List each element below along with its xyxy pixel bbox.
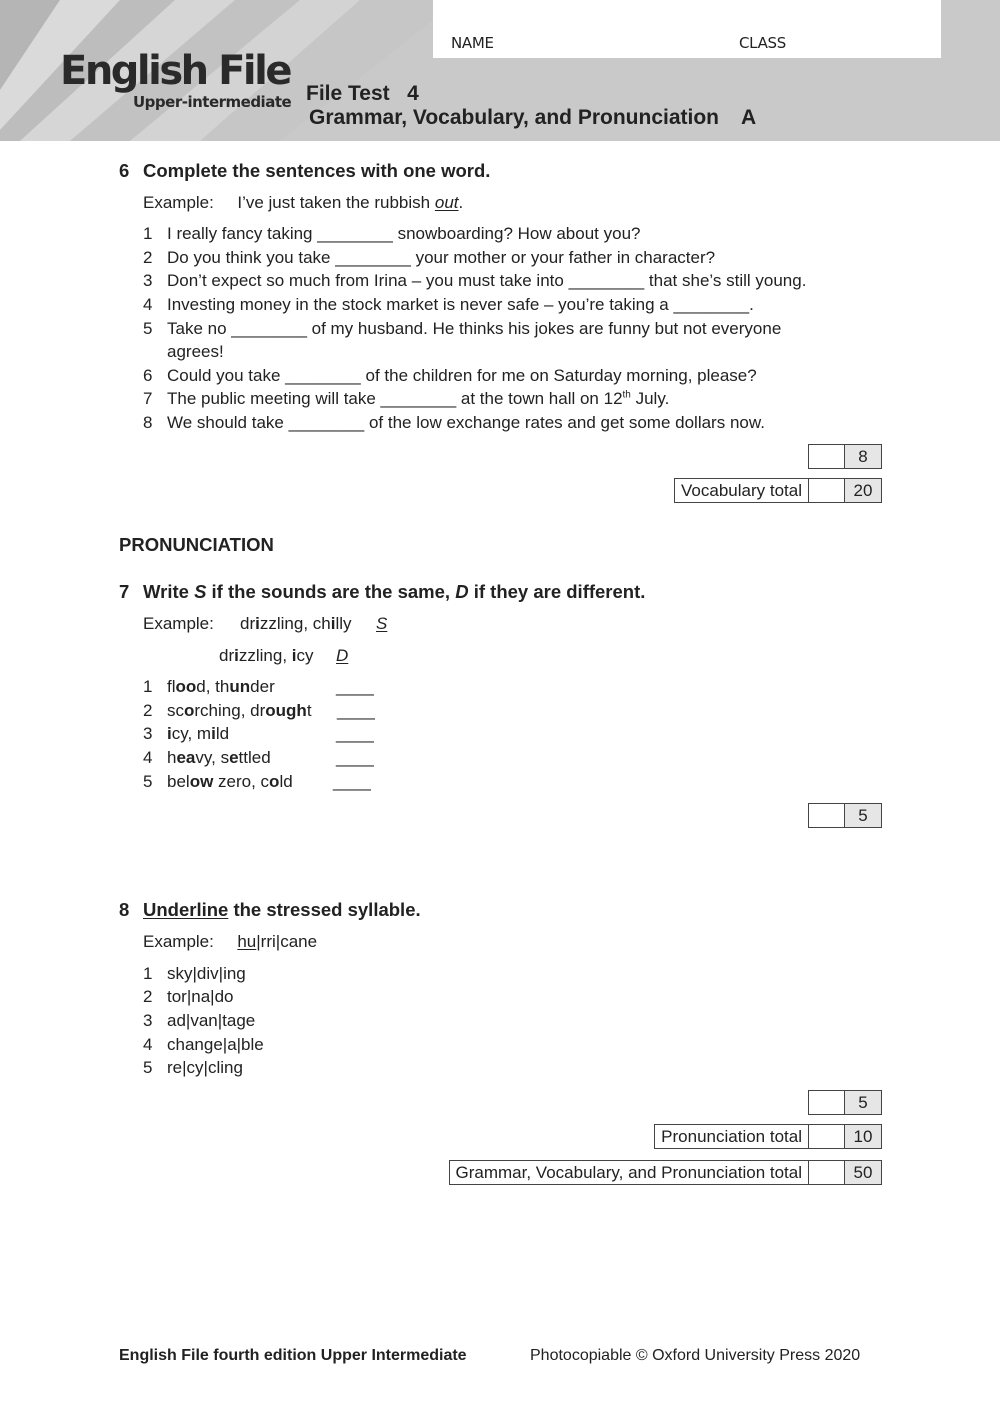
syllable-word[interactable]: ad|van|tage	[167, 1011, 256, 1030]
item-number: 5	[143, 1058, 153, 1077]
section7-heading	[143, 581, 645, 603]
heading-part: if the sounds are the same,	[206, 581, 456, 602]
highlighted-sound: i	[211, 724, 216, 743]
item-sentence: Do you think you take ________ your mother or your father in character?	[167, 248, 716, 267]
footer-edition: English File fourth edition Upper Intermediate	[119, 1347, 467, 1364]
example-text: I’ve just taken the rubbish	[237, 193, 435, 212]
word-fragment: sc	[167, 701, 184, 720]
highlighted-sound: ea	[176, 748, 196, 767]
example-pair	[219, 646, 314, 666]
name-label: NAME	[451, 34, 494, 52]
heading-underlined: Underline	[143, 899, 229, 920]
pronunciation-total-blank[interactable]	[808, 1124, 844, 1149]
item-number: 2	[143, 987, 153, 1006]
word-fragment: fl	[167, 677, 176, 696]
item-text	[167, 224, 641, 244]
section8-score-box	[808, 1090, 882, 1115]
item-number: 2	[143, 701, 153, 720]
grand-total-blank[interactable]	[808, 1160, 844, 1185]
item-number: 3	[143, 271, 153, 290]
score-blank[interactable]	[808, 803, 844, 828]
vocabulary-total-box	[674, 478, 882, 503]
syllable-word[interactable]: re|cy|cling	[167, 1058, 243, 1077]
section7-example-label: Example:	[143, 614, 214, 633]
example-answer	[376, 614, 387, 634]
word-fragment: dr	[219, 646, 235, 665]
item-words	[167, 772, 293, 792]
section8-score: 5	[844, 1090, 882, 1115]
heading-part-s: S	[194, 581, 207, 602]
item-number: 5	[143, 319, 153, 338]
pronunciation-total-box	[654, 1124, 882, 1149]
item-text	[167, 319, 781, 339]
vocabulary-total-value: 20	[844, 478, 882, 503]
answer-blank[interactable]: ____	[337, 701, 375, 720]
word-fragment: ld	[279, 772, 293, 791]
item-text	[167, 248, 715, 268]
heading-part: Write	[143, 581, 195, 602]
item-words	[167, 701, 312, 721]
item-number: 1	[143, 224, 153, 243]
item-superscript: th	[622, 389, 631, 401]
word-fragment: zero, c	[213, 772, 270, 791]
answer-blank[interactable]: ____	[336, 748, 374, 767]
item-text	[167, 413, 765, 433]
item-sentence: Investing money in the stock market is never safe – you’re taking a ________.	[167, 295, 754, 314]
score-blank[interactable]	[808, 444, 844, 469]
word-fragment: zzling, ch	[259, 614, 331, 633]
page-header	[0, 0, 1000, 141]
pronunciation-heading: PRONUNCIATION	[119, 534, 274, 555]
section6-example	[143, 193, 463, 213]
example-answer	[336, 646, 348, 666]
item-words	[167, 677, 275, 697]
grand-total-box	[449, 1160, 882, 1185]
word-fragment: bel	[167, 772, 190, 791]
word-fragment: der	[250, 677, 275, 696]
highlighted-sound: i	[255, 614, 260, 633]
test-version: A	[741, 106, 757, 129]
answer-blank[interactable]: ____	[336, 677, 374, 696]
class-label: CLASS	[739, 34, 786, 52]
highlighted-sound: ow	[189, 772, 214, 791]
highlighted-sound: i	[167, 724, 172, 743]
syllable-word[interactable]: change|a|ble	[167, 1035, 264, 1054]
test-subtitle-text: Grammar, Vocabulary, and Pronunciation	[309, 106, 719, 129]
heading-part-d: D	[455, 581, 469, 602]
word-fragment: lly	[335, 614, 352, 633]
item-text	[167, 295, 754, 315]
item-sentence: The public meeting will take ________ at the town hall on 12	[167, 389, 623, 408]
test-subtitle	[309, 106, 756, 130]
example-rest: |rri|cane	[256, 932, 318, 951]
section8-example	[143, 932, 317, 952]
section6-score: 8	[844, 444, 882, 469]
highlighted-sound: i	[234, 646, 239, 665]
syllable-word[interactable]: sky|div|ing	[167, 964, 246, 983]
example-answer-letter: D	[336, 646, 349, 665]
grand-total-value: 50	[844, 1160, 882, 1185]
item-number: 3	[143, 1011, 153, 1030]
item-sentence: We should take ________ of the low exchange rates and get some dollars now.	[167, 413, 765, 432]
highlighted-sound: ough	[265, 701, 307, 720]
example-answer-letter: S	[376, 614, 388, 633]
score-blank[interactable]	[808, 1090, 844, 1115]
item-words	[167, 748, 271, 768]
section6-number: 6	[119, 160, 130, 181]
section7-number: 7	[119, 581, 130, 602]
highlighted-sound: i	[291, 646, 297, 665]
section8-heading	[143, 899, 421, 921]
word-fragment: rching, dr	[194, 701, 266, 720]
section7-score-box	[808, 803, 882, 828]
example-label: Example:	[143, 193, 214, 212]
item-sentence: Could you take ________ of the children for me on Saturday morning, please?	[167, 366, 757, 385]
pronunciation-total-value: 10	[844, 1124, 882, 1149]
vocabulary-total-label: Vocabulary total	[674, 478, 808, 503]
item-sentence: Take no ________ of my husband. He thinks his jokes are funny but not everyone	[167, 319, 782, 338]
item-continuation: agrees!	[167, 342, 224, 361]
name-class-box	[433, 0, 941, 58]
highlighted-sound: o	[269, 772, 280, 791]
highlighted-sound: un	[229, 677, 251, 696]
word-fragment: ld	[215, 724, 230, 743]
heading-part: if they are different.	[468, 581, 646, 602]
word-fragment: dr	[240, 614, 256, 633]
highlighted-sound: i	[330, 614, 336, 633]
highlighted-sound: e	[229, 748, 239, 767]
item-text	[167, 389, 669, 409]
brand-level: Upper-intermediate	[133, 93, 292, 111]
footer-copyright: Photocopiable © Oxford University Press 2020	[530, 1347, 861, 1364]
test-title: File Test 4	[306, 82, 419, 105]
example-pair	[240, 614, 352, 634]
word-fragment: d, th	[196, 677, 230, 696]
word-fragment: zzling,	[238, 646, 292, 665]
section6-score-box	[808, 444, 882, 469]
syllable-word[interactable]: tor|na|do	[167, 987, 234, 1006]
vocabulary-total-blank[interactable]	[808, 478, 844, 503]
heading-rest: the stressed syllable.	[228, 899, 421, 920]
highlighted-sound: o	[184, 701, 195, 720]
example-label: Example:	[143, 932, 214, 951]
item-words	[167, 724, 229, 744]
section6-heading: Complete the sentences with one word.	[143, 160, 491, 181]
highlighted-sound: oo	[175, 677, 197, 696]
pronunciation-total-label: Pronunciation total	[654, 1124, 808, 1149]
example-answer: out	[434, 193, 459, 212]
item-sentence-end: July.	[630, 389, 670, 408]
section8-number: 8	[119, 899, 130, 920]
brand-logo: English File	[60, 48, 290, 94]
word-fragment: t	[306, 701, 312, 720]
item-number: 4	[143, 295, 153, 314]
item-number: 4	[143, 1035, 153, 1054]
item-text	[167, 366, 757, 386]
word-fragment: ttled	[238, 748, 271, 767]
example-stressed: hu	[237, 932, 257, 951]
item-number: 3	[143, 724, 153, 743]
word-fragment: cy, m	[171, 724, 212, 743]
item-sentence: I really fancy taking ________ snowboarding? How about you?	[167, 224, 641, 243]
item-number: 4	[143, 748, 153, 767]
item-number: 7	[143, 389, 153, 408]
item-sentence: Don’t expect so much from Irina – you must take into ________ that she’s still young.	[167, 271, 807, 290]
answer-blank[interactable]: ____	[333, 772, 371, 791]
item-number: 1	[143, 677, 153, 696]
item-number: 5	[143, 772, 153, 791]
example-punct: .	[458, 193, 464, 212]
section7-score: 5	[844, 803, 882, 828]
grand-total-label: Grammar, Vocabulary, and Pronunciation total	[449, 1160, 808, 1185]
word-fragment: cy	[296, 646, 314, 665]
item-number: 8	[143, 413, 153, 432]
item-text	[167, 271, 806, 291]
word-fragment: h	[167, 748, 177, 767]
item-number: 1	[143, 964, 153, 983]
answer-blank[interactable]: ____	[336, 724, 374, 743]
item-number: 6	[143, 366, 153, 385]
item-number: 2	[143, 248, 153, 267]
word-fragment: vy, s	[195, 748, 230, 767]
